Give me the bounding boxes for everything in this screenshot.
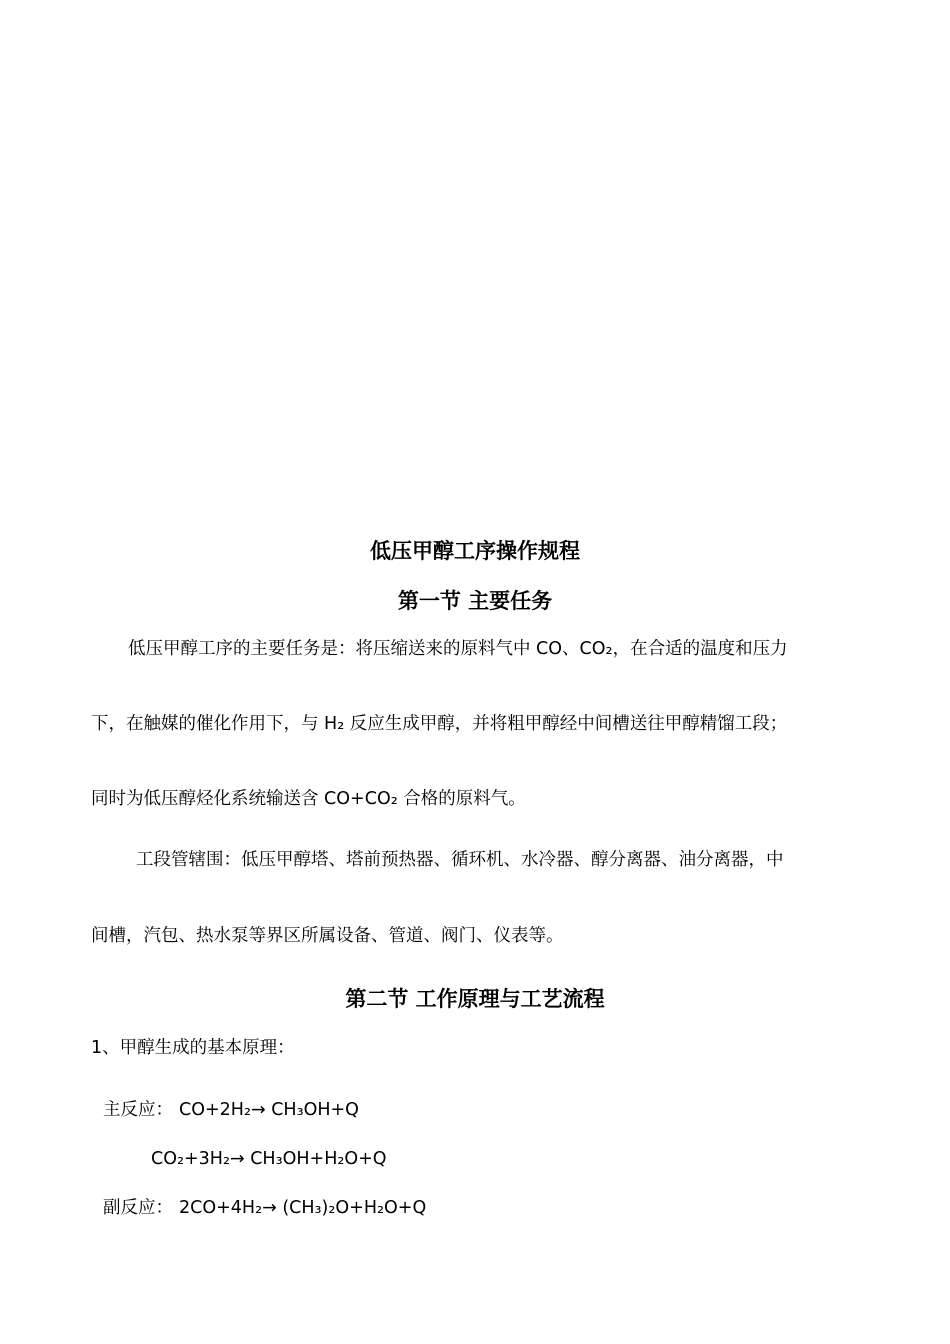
section-1-para-1-line-1: 低压甲醇工序的主要任务是：将压缩送来的原料气中 CO、CO₂，在合适的温度和压力 xyxy=(128,639,788,659)
section-1-para-1-line-3: 同时为低压醇烃化系统输送含 CO+CO₂ 合格的原料气。 xyxy=(91,789,526,809)
principle-item-1: 1、甲醇生成的基本原理： xyxy=(91,1038,295,1058)
section-1-para-2-line-2: 间槽，汽包、热水泵等界区所属设备、管道、阀门、仪表等。 xyxy=(91,926,564,946)
main-reaction-equation-2: CO₂+3H₂→ CH₃OH+H₂O+Q xyxy=(151,1149,387,1169)
section-2-heading: 第二节 工作原理与工艺流程 xyxy=(345,987,605,1011)
main-reaction-equation-1: CO+2H₂→ CH₃OH+Q xyxy=(179,1100,359,1120)
section-1-para-1-line-2: 下，在触媒的催化作用下，与 H₂ 反应生成甲醇，并将粗甲醇经中间槽送往甲醇精馏工段； xyxy=(91,714,788,734)
document-title: 低压甲醇工序操作规程 xyxy=(370,539,580,563)
section-1-para-2-line-1: 工段管辖围：低压甲醇塔、塔前预热器、循环机、水冷器、醇分离器、油分离器，中 xyxy=(136,850,784,870)
side-reaction-equation-1: 2CO+4H₂→ (CH₃)₂O+H₂O+Q xyxy=(179,1198,427,1218)
main-reaction-label: 主反应： xyxy=(103,1100,173,1120)
side-reaction-label: 副反应： xyxy=(103,1198,173,1218)
section-1-heading: 第一节 主要任务 xyxy=(397,589,553,613)
